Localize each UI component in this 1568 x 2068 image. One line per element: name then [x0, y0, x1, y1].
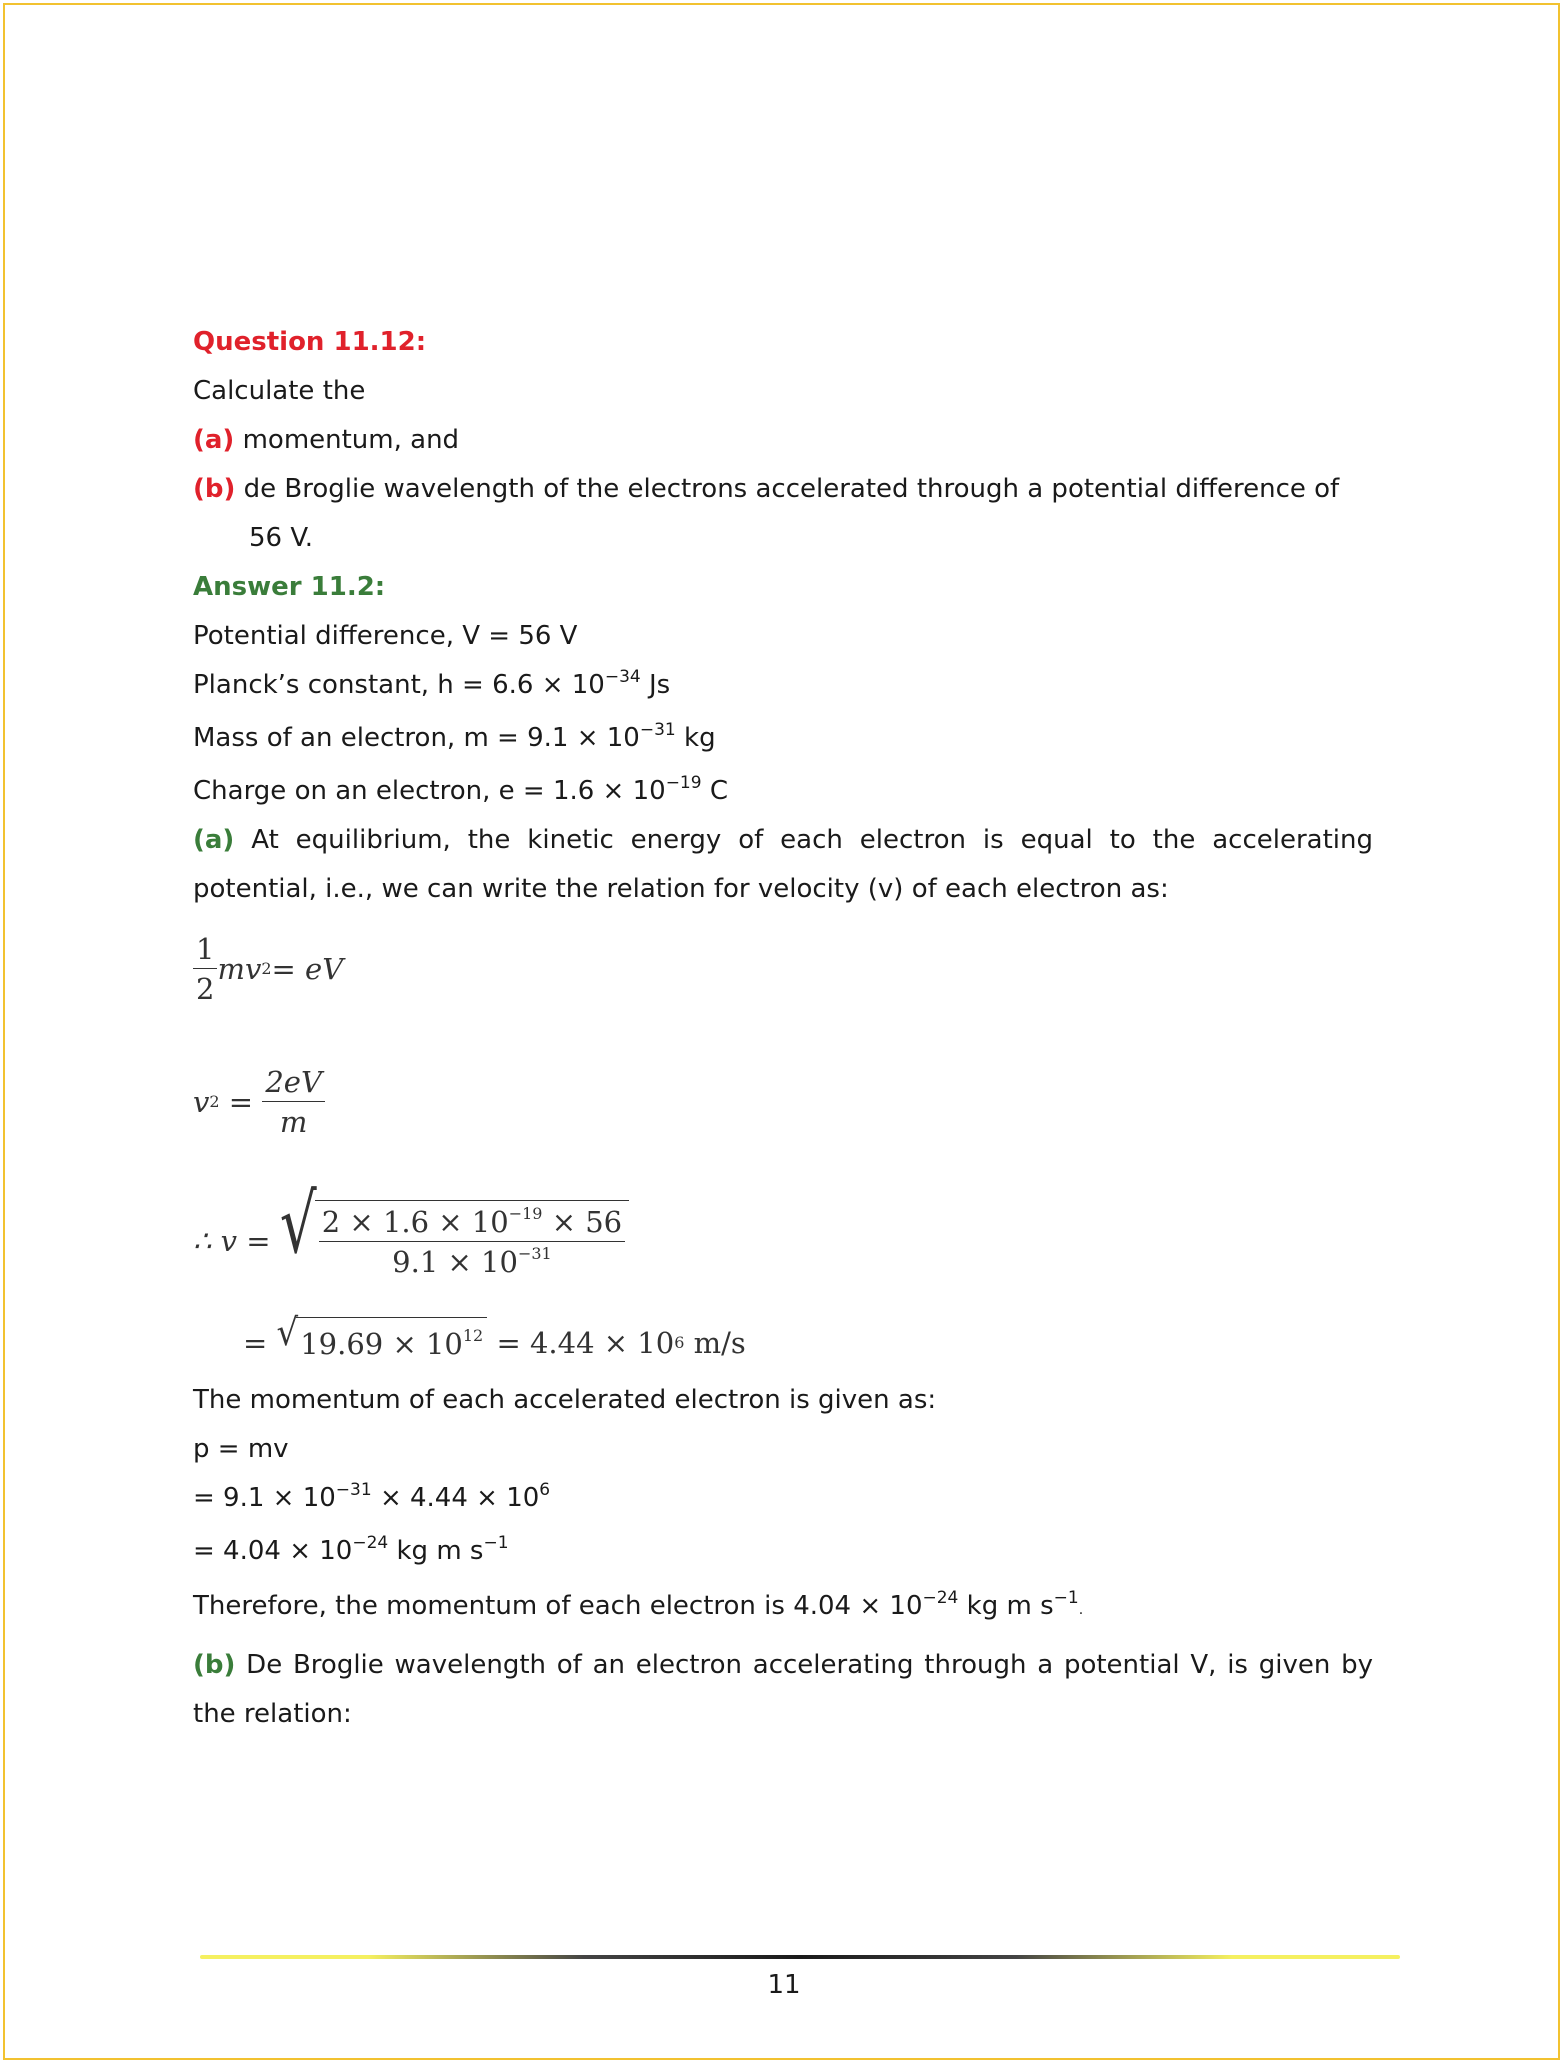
question-intro: Calculate the [193, 376, 366, 406]
given-planck: Planck’s constant, $h = 6.6 \times 10^{-34}$ Js [193, 667, 671, 700]
equation-velocity-value: = √ $19.69 \times 10^{12}$ = 4.44 × 10 6 m/s [193, 1318, 1373, 1368]
answer-part-a-label: (a) [193, 825, 235, 855]
momentum-substitution: = $9.1 \times 10^{-31} \times 4.44 \times 10^6$ [193, 1480, 551, 1513]
question-part-a [193, 416, 1373, 465]
document-body [193, 318, 1373, 1739]
equation-velocity-root: ∴ v = √ $\frac{2 \times 1.6 \times 10^{-19} \times 56}{9.1 \times 10^{-31}}$ [193, 1186, 1373, 1296]
question-part-a-label: (a) [193, 425, 235, 455]
question-part-b-label: (b) [193, 474, 236, 504]
momentum-intro: The momentum of each accelerated electron is given as: [193, 1385, 937, 1415]
given-potential: Potential difference, V = 56 V [193, 621, 578, 651]
answer-part-b-label: (b) [193, 1650, 236, 1680]
question-part-b [193, 465, 1373, 514]
equation-kinetic-energy: $\frac{1}{2}$ mv 2 = eV [193, 922, 1373, 1016]
question-title: Question 11.12: [193, 327, 427, 357]
velocity-fraction: $\frac{2eV}{m}$ [262, 1063, 325, 1142]
question-part-b-text: de Broglie wavelength of the electrons accelerated through a potential difference of [243, 474, 1340, 504]
answer-part-b-text: De Broglie wavelength of an electron accelerating through a potential V, is given by the relation: [193, 1650, 1373, 1729]
page-number: 11 [767, 1970, 801, 2000]
equation-velocity-squared: v 2 = $\frac{2eV}{m}$ [193, 1054, 1373, 1150]
square-root: √ $\frac{2 \times 1.6 \times 10^{-19} \times 56}{9.1 \times 10^{-31}}$ [280, 1200, 629, 1282]
answer-title: Answer 11.2: [193, 572, 386, 602]
given-mass: Mass of an electron, $m = 9.1 \times 10^{-31}$ kg [193, 720, 716, 753]
root-fraction: $\frac{2 \times 1.6 \times 10^{-19} \times 56}{9.1 \times 10^{-31}}$ [319, 1203, 625, 1282]
question-part-b-cont: 56 V. [249, 523, 314, 553]
answer-part-b [193, 1641, 1373, 1739]
momentum-conclusion: Therefore, the momentum of each electron is $4.04 \times 10^{-24}$ kg m $s^{-1}$. [193, 1588, 1084, 1621]
answer-part-a [193, 816, 1373, 914]
footer-divider [200, 1955, 1400, 1959]
half-fraction: $\frac{1}{2}$ [193, 930, 217, 1009]
given-charge: Charge on an electron, $e = 1.6 \times 10^{-19}$ C [193, 773, 728, 806]
answer-part-a-text: At equilibrium, the kinetic energy of each electron is equal to the accelerating potential, i.e., we can write the relation for velocity (v) of each electron as: [193, 825, 1373, 904]
momentum-result: = $4.04 \times 10^{-24}$ kg m $s^{-1}$ [193, 1533, 509, 1566]
question-part-a-text: momentum, and [242, 425, 460, 455]
momentum-formula: p = mv [193, 1434, 289, 1464]
